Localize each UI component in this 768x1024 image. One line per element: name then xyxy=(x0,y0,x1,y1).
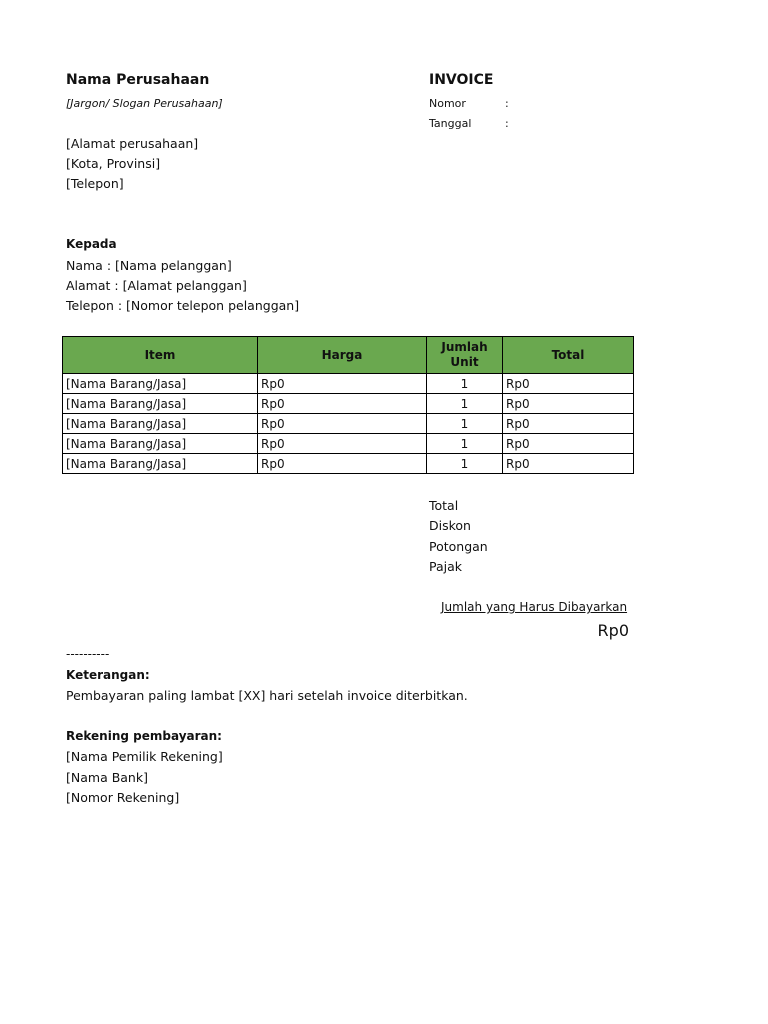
recipient-phone: Telepon : [Nomor telepon pelanggan] xyxy=(66,298,300,313)
cell-price: Rp0 xyxy=(258,454,427,474)
items-table xyxy=(62,336,634,474)
cell-price: Rp0 xyxy=(258,434,427,454)
company-name: Nama Perusahaan xyxy=(66,72,210,88)
company-slogan: [Jargon/ Slogan Perusahaan] xyxy=(66,97,223,110)
header-price: Harga xyxy=(258,337,427,374)
cell-price: Rp0 xyxy=(258,374,427,394)
cell-item: [Nama Barang/Jasa] xyxy=(63,414,258,434)
recipient-heading: Kepada xyxy=(66,237,117,251)
amount-due-value: Rp0 xyxy=(597,621,629,640)
summary-total-label: Total xyxy=(429,498,459,513)
table-row xyxy=(63,374,634,394)
separator: ---------- xyxy=(66,647,110,661)
header-units-line1: Jumlah xyxy=(441,340,488,354)
table-row xyxy=(63,414,634,434)
header-units xyxy=(427,337,503,374)
company-city: [Kota, Provinsi] xyxy=(66,156,161,171)
account-number: [Nomor Rekening] xyxy=(66,790,180,805)
payment-heading: Rekening pembayaran: xyxy=(66,729,222,743)
summary-tax-label: Pajak xyxy=(429,559,463,574)
header-units-line2: Unit xyxy=(450,355,479,369)
cell-price: Rp0 xyxy=(258,394,427,414)
summary-deduction-label: Potongan xyxy=(429,539,488,554)
bank-name: [Nama Bank] xyxy=(66,770,148,785)
recipient-name: Nama : [Nama pelanggan] xyxy=(66,258,232,273)
notes-heading: Keterangan: xyxy=(66,668,150,682)
cell-total: Rp0 xyxy=(503,434,634,454)
header-item: Item xyxy=(63,337,258,374)
cell-total: Rp0 xyxy=(503,394,634,414)
cell-price: Rp0 xyxy=(258,414,427,434)
cell-units: 1 xyxy=(427,434,503,454)
cell-item: [Nama Barang/Jasa] xyxy=(63,394,258,414)
table-header-row xyxy=(63,337,634,374)
cell-units: 1 xyxy=(427,414,503,434)
cell-units: 1 xyxy=(427,394,503,414)
company-phone: [Telepon] xyxy=(66,176,124,191)
account-holder: [Nama Pemilik Rekening] xyxy=(66,749,223,764)
invoice-date-label: Tanggal xyxy=(429,117,472,130)
cell-units: 1 xyxy=(427,374,503,394)
notes-text: Pembayaran paling lambat [XX] hari setelah invoice diterbitkan. xyxy=(66,688,468,703)
table-row xyxy=(63,434,634,454)
cell-total: Rp0 xyxy=(503,374,634,394)
cell-item: [Nama Barang/Jasa] xyxy=(63,454,258,474)
company-address: [Alamat perusahaan] xyxy=(66,136,199,151)
cell-item: [Nama Barang/Jasa] xyxy=(63,434,258,454)
invoice-number-colon: : xyxy=(505,97,509,110)
header-total: Total xyxy=(503,337,634,374)
cell-total: Rp0 xyxy=(503,414,634,434)
table-row xyxy=(63,394,634,414)
invoice-number-label: Nomor xyxy=(429,97,466,110)
recipient-address: Alamat : [Alamat pelanggan] xyxy=(66,278,247,293)
summary-discount-label: Diskon xyxy=(429,518,471,533)
amount-due-label: Jumlah yang Harus Dibayarkan xyxy=(441,600,628,614)
table-row xyxy=(63,454,634,474)
cell-item: [Nama Barang/Jasa] xyxy=(63,374,258,394)
invoice-date-colon: : xyxy=(505,117,509,130)
cell-total: Rp0 xyxy=(503,454,634,474)
cell-units: 1 xyxy=(427,454,503,474)
invoice-title: INVOICE xyxy=(429,72,494,88)
